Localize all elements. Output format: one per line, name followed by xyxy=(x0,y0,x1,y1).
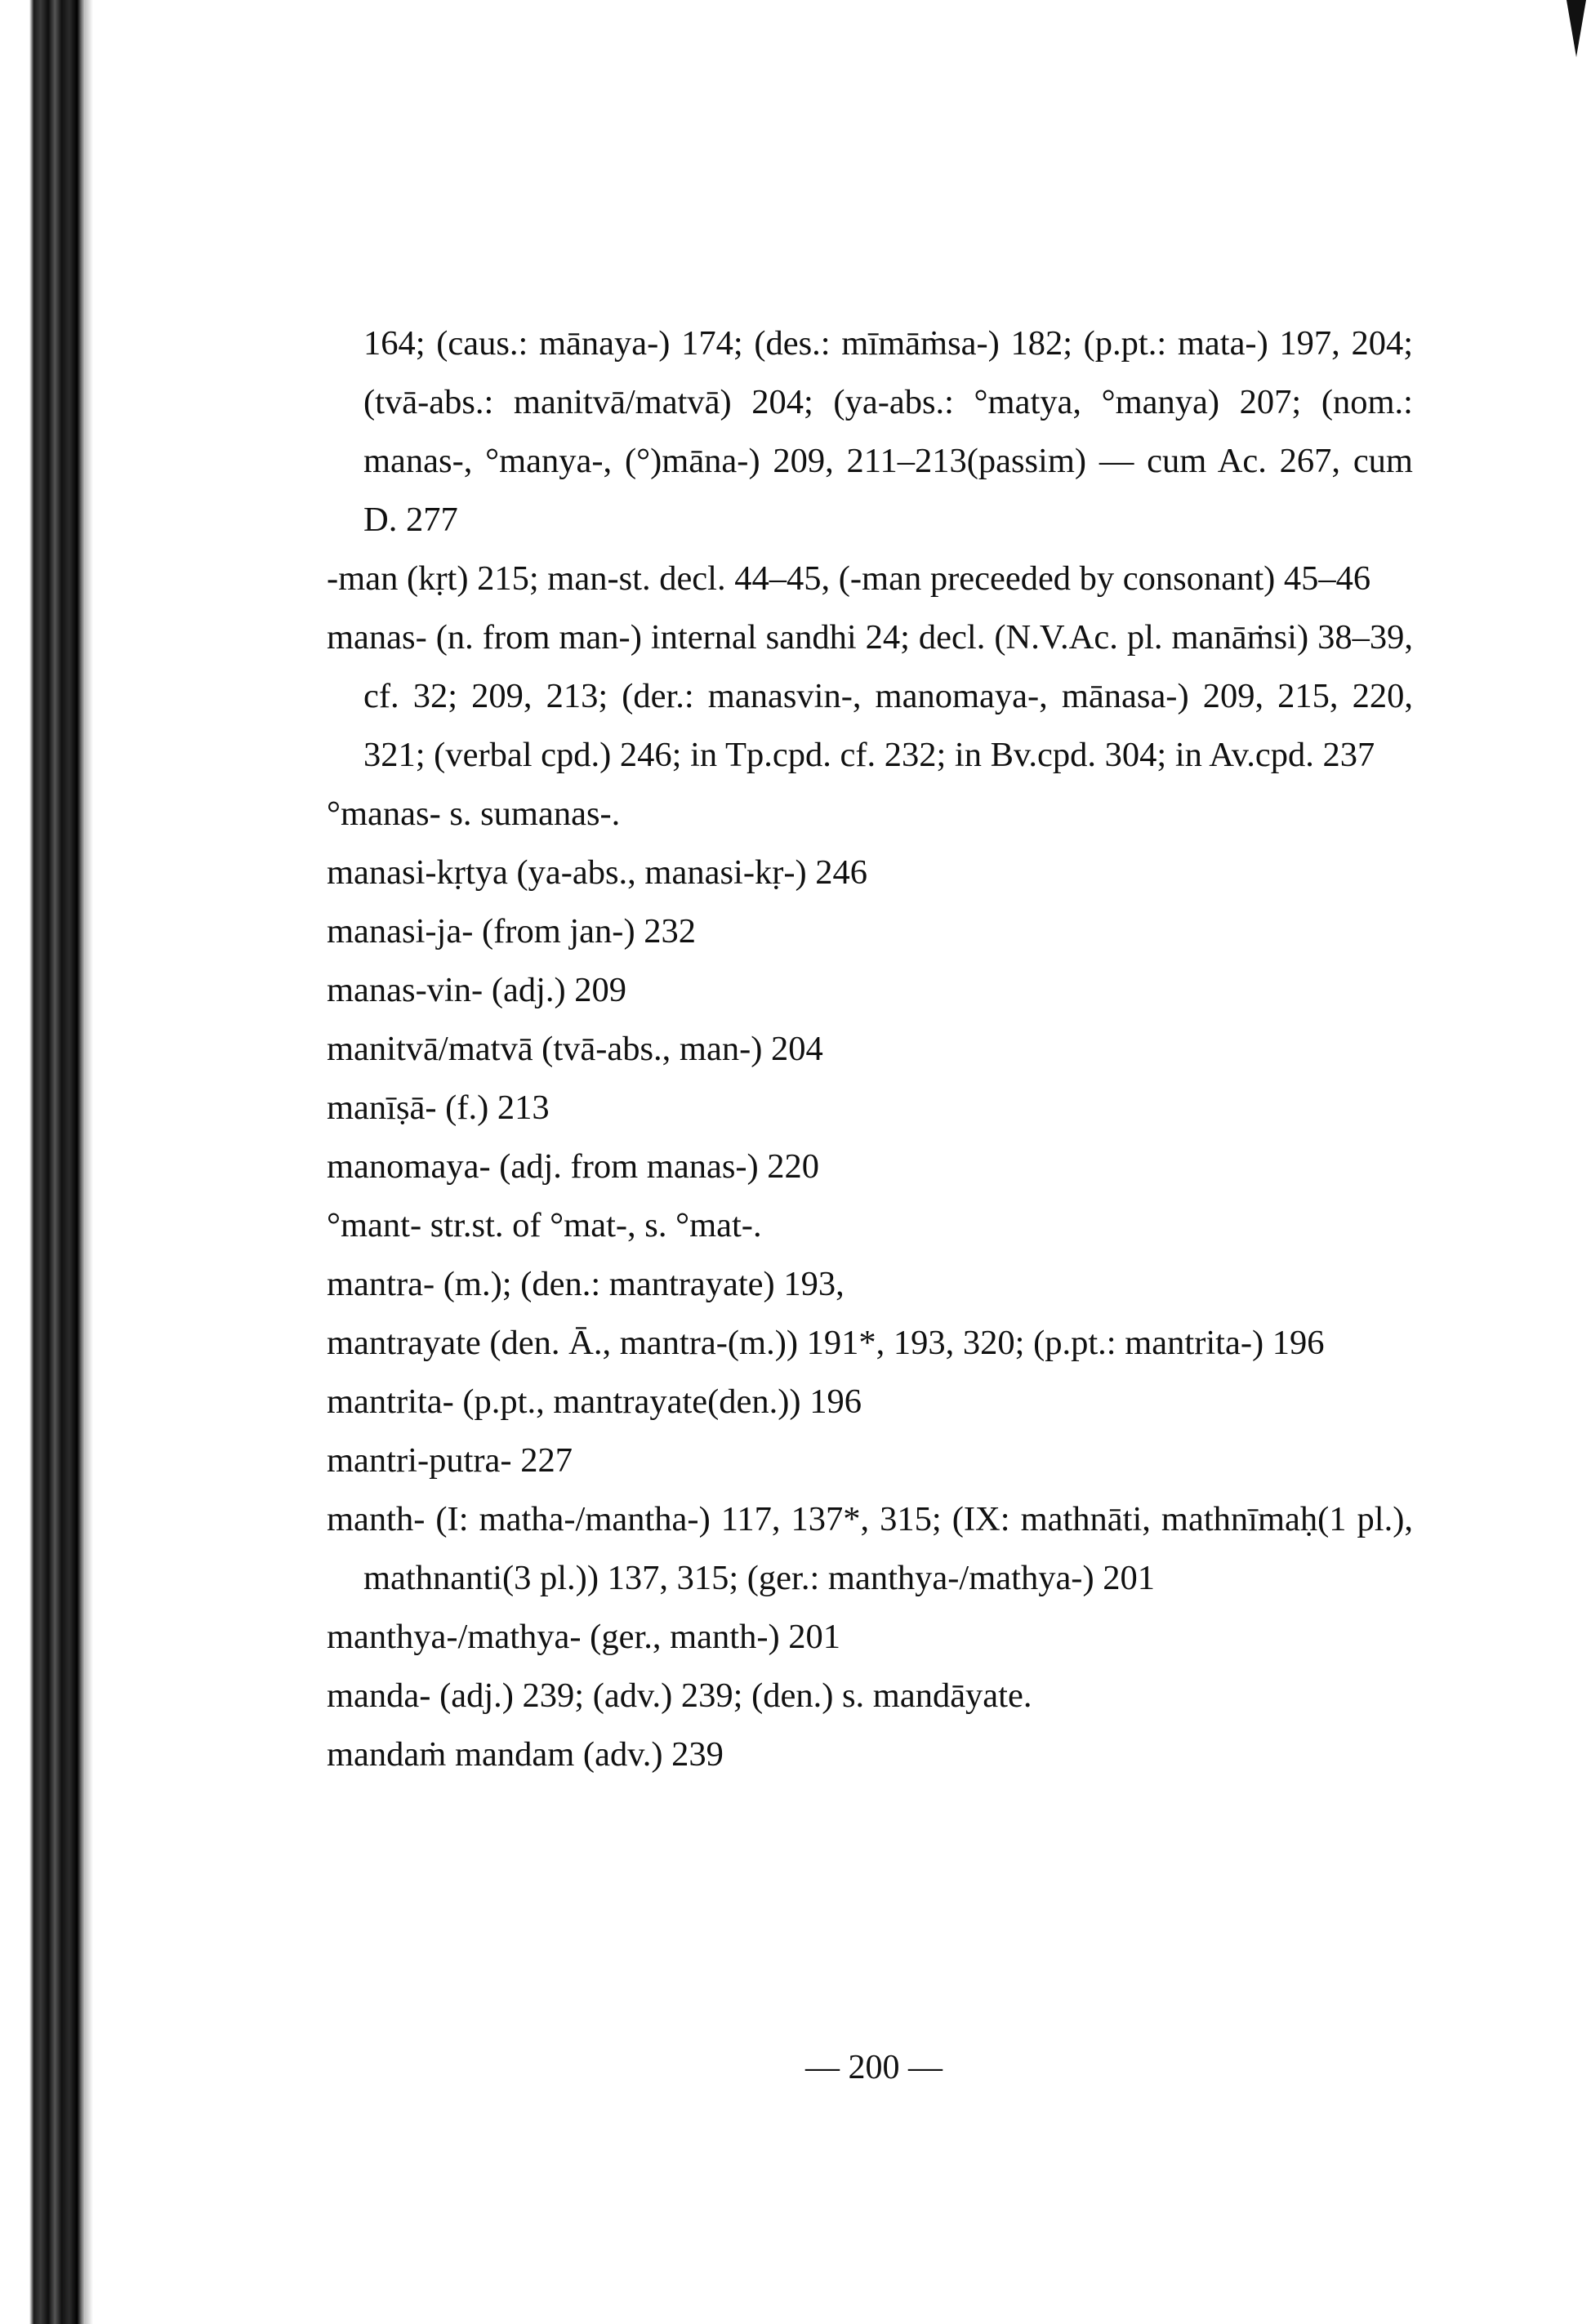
index-entry-manasi-ja: manasi-ja- (from jan-) 232 xyxy=(327,912,696,951)
index-entry-manthya: manthya-/mathya- (ger., manth-) 201 xyxy=(327,1618,841,1656)
index-entry-mantri-putra: mantri-putra- 227 xyxy=(327,1441,573,1480)
index-entry-o-manas: °manas- s. sumanas-. xyxy=(327,795,621,833)
index-entry-mandam: mandaṁ mandam (adv.) 239 xyxy=(327,1735,724,1774)
index-entry-man-krt: -man (kṛt) 215; man-st. decl. 44–45, (-man preceeded by consonant) 45–46 xyxy=(327,559,1371,598)
index-entry-mantrita: mantrita- (p.pt., mantrayate(den.)) 196 xyxy=(327,1382,862,1421)
index-entry-manitva: manitvā/matvā (tvā-abs., man-) 204 xyxy=(327,1030,823,1068)
index-entry-continuation: 164; (caus.: mānaya-) 174; (des.: mīmāṁsa-) 182; (p.pt.: mata-) 197, 204; (tvā-abs.: manitvā/matvā) 204; (ya-abs.: °matya, °manya) 207; (nom.: manas-, °manya-, (°)māna-) 209, 211–213(passim) — cum Ac. 267, cum D. 277 xyxy=(363,324,1413,539)
index-entry-mantra: mantra- (m.); (den.: mantrayate) 193, xyxy=(327,1265,845,1303)
index-entry-manas-vin: manas-vin- (adj.) 209 xyxy=(327,971,627,1009)
index-entry-manda: manda- (adj.) 239; (adv.) 239; (den.) s. mandāyate. xyxy=(327,1676,1032,1715)
index-entries xyxy=(327,314,1413,1784)
binding-shadow xyxy=(85,0,93,2324)
page-number: — 200 — xyxy=(805,2049,943,2086)
index-entry-manth: manth- (I: matha-/mantha-) 117, 137*, 315; (IX: mathnāti, mathnīmaḥ(1 pl.), mathnanti(3 pl.)) 137, 315; (ger.: manthya-/mathya-) 201 xyxy=(327,1500,1413,1597)
index-entry-manisa: manīṣā- (f.) 213 xyxy=(327,1089,550,1127)
index-entry-o-mant: °mant- str.st. of °mat-, s. °mat-. xyxy=(327,1206,762,1244)
index-entry-manomaya: manomaya- (adj. from manas-) 220 xyxy=(327,1147,820,1186)
index-entry-mantrayate: mantrayate (den. Ā., mantra-(m.)) 191*, 193, 320; (p.pt.: mantrita-) 196 xyxy=(327,1324,1325,1362)
book-binding-edge xyxy=(29,0,85,2324)
index-entry-manas: manas- (n. from man-) internal sandhi 24; decl. (N.V.Ac. pl. manāṁsi) 38–39, cf. 32; 209, 213; (der.: manasvin-, manomaya-, mānasa-) 209, 215, 220, 321; (verbal cpd.) 246; in Tp.cpd. cf. 232; in Bv.cpd. 304; in Av.cpd. 237 xyxy=(327,618,1413,774)
corner-mark xyxy=(1566,0,1586,57)
index-entry-manasi-krtya: manasi-kṛtya (ya-abs., manasi-kṛ-) 246 xyxy=(327,853,868,892)
